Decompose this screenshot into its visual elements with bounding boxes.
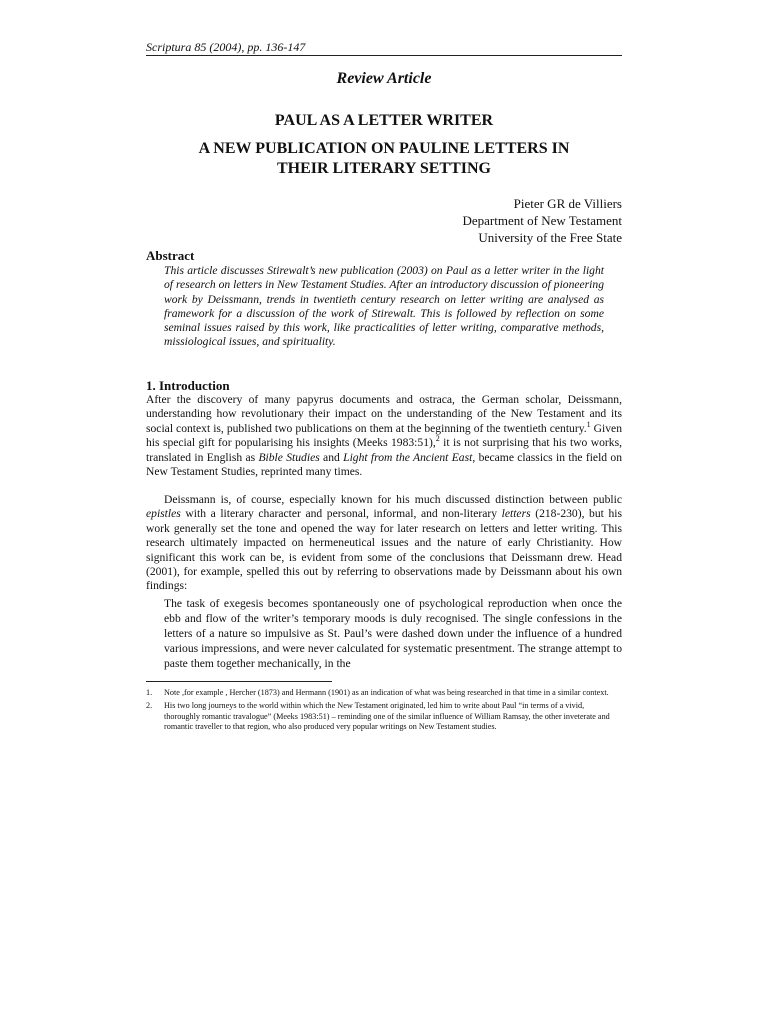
p1-text-d: and: [319, 450, 344, 464]
p2-text-a: Deissmann is, of course, especially known for his much discussed distinction between public: [164, 493, 622, 506]
footnote-2: [146, 701, 622, 733]
footnote-1: [146, 688, 622, 699]
p1-text-c: it is not surprising that his two works, translated in English as: [146, 436, 622, 464]
intro-paragraph-2: [146, 493, 622, 594]
subtitle-line-2: THEIR LITERARY SETTING: [276, 160, 491, 177]
p1-book-title-1: Bible Studies: [258, 450, 320, 464]
block-quote: The task of exegesis becomes spontaneously one of psychological reproduction when once the ebb and flow of the writer’s temporary moods is duly recognised. The single confessions in the letters of a nature so impulsive as St. Paul’s were dashed down under the influence of a hundred various impressions, and were never calculated for systematic presentment. The strange attempt to paste them together mechanically, in the: [164, 597, 622, 670]
footnote-number: 1.: [146, 688, 153, 697]
footnote-number: 2.: [146, 700, 153, 710]
footnote-text: Note ,for example , Hercher (1873) and Hermann (1901) as an indication of what was being researched in that time in a similar context.: [164, 688, 609, 697]
p1-text-e: , became classics in the field on New Testament Studies, reprinted many times.: [146, 450, 622, 479]
section-heading-introduction: 1. Introduction: [146, 378, 230, 393]
p1-text-b: Given his special gift for popularising his insights (Meeks 1983:51),: [146, 421, 623, 450]
p2-text-c: (218-230), but his work generally set the tone and opened the way for later research on letters and letter writing. This research ultimately impacted on hermeneutical issues and the nature of early Christianity. How significant this work can be, is evident from some of the conclusions that Deissmann drew. Head (2001), for example, spelled this out by referring to observations made by Deissmann about his own findings:: [146, 507, 622, 593]
author-department: Department of New Testament: [462, 213, 622, 228]
footnote-ref-1: 1: [586, 419, 591, 429]
intro-paragraph-1: [146, 393, 622, 479]
abstract-heading: Abstract: [146, 248, 195, 263]
subtitle-line-1: A NEW PUBLICATION ON PAULINE LETTERS IN: [198, 140, 570, 157]
author-university: University of the Free State: [478, 230, 622, 245]
p1-text-a: After the discovery of many papyrus documents and ostraca, the German scholar, Deissmann, understanding how revolutionary their impact on the understanding of the New Testament and its social context is, published two publications on them at the beginning of the twentieth century.: [146, 393, 622, 435]
abstract-text: This article discusses Stirewalt’s new publication (2003) on Paul as a letter writer in the light of research on letters in New Testament Studies. After an introductory discussion of pioneering work by Deissmann, trends in twentieth century research on letter writing are analysed as framework for a discussion of the work of Stirewalt. This is followed by reflection on some seminal issues raised by this work, like practicalities of letter writing, comparative methods, missiological issues, and spirituality.: [164, 264, 604, 349]
article-title: PAUL AS A LETTER WRITER: [274, 112, 494, 129]
author-block: [463, 195, 623, 246]
p1-book-title-2: Light from the Ancient East: [343, 450, 473, 464]
header-rule: [146, 55, 622, 56]
footnotes: [146, 688, 622, 735]
footnote-rule: [146, 681, 332, 682]
article-subtitle: [146, 139, 622, 179]
journal-citation: Scriptura 85 (2004), pp. 136-147: [146, 40, 306, 54]
p2-term-letters: letters: [501, 507, 531, 521]
footnote-ref-2: 2: [435, 434, 440, 444]
footnote-text: His two long journeys to the world within which the New Testament originated, led him to write about Paul “in terms of a vivid, thoroughly romantic travalogue” (Meeks 1983:51) – reminding one of the similar influence of William Ramsay, the other inveterate and romantic traveller to that region, who also produced very popular writings on New Testament studies.: [164, 700, 610, 732]
article-type: Review Article: [336, 70, 432, 87]
p2-text-b: with a literary character and personal, informal, and non-literary: [180, 507, 502, 521]
p2-term-epistles: epistles: [146, 507, 181, 521]
author-name: Pieter GR de Villiers: [513, 196, 622, 211]
